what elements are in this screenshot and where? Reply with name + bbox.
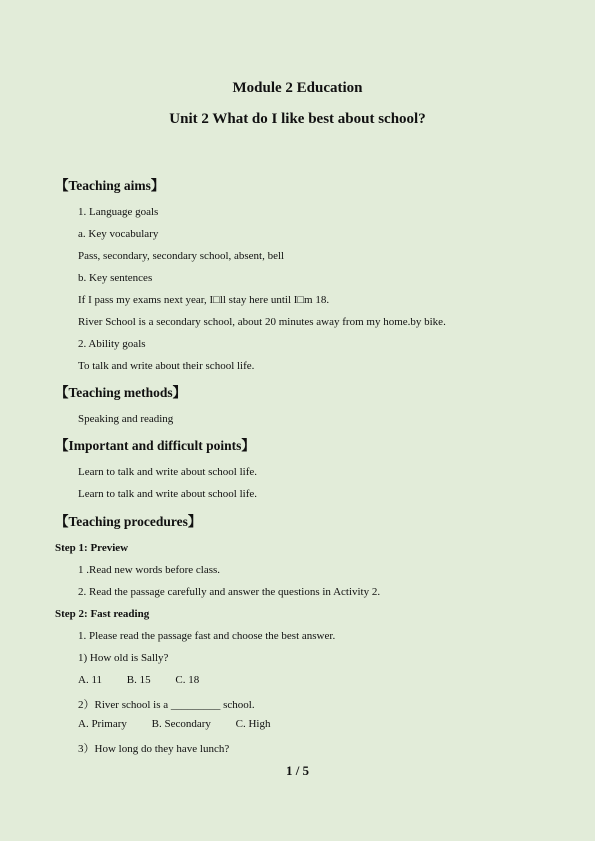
option-c: C. High — [235, 718, 271, 730]
aims-line: To talk and write about their school life. — [78, 360, 255, 372]
teaching-methods-heading: 【Teaching methods】 — [55, 385, 187, 400]
aims-line: b. Key sentences — [78, 272, 153, 284]
step1-title: Step 1: Preview — [55, 542, 129, 554]
teaching-procedures-heading: 【Teaching procedures】 — [55, 514, 202, 529]
step2-instruction: 1. Please read the passage fast and choose the best answer. — [78, 630, 336, 642]
step2-title: Step 2: Fast reading — [55, 608, 150, 620]
step1-line: 2. Read the passage carefully and answer the questions in Activity 2. — [78, 586, 381, 598]
teaching-aims-heading: 【Teaching aims】 — [55, 178, 165, 193]
question-2-options — [78, 718, 271, 730]
points-line: Learn to talk and write about school life. — [78, 488, 257, 500]
aims-line: Pass, secondary, secondary school, absent, bell — [78, 250, 285, 262]
important-points-heading: 【Important and difficult points】 — [55, 438, 255, 453]
question-1: 1) How old is Sally? — [78, 652, 169, 664]
option-c: C. 18 — [175, 674, 200, 686]
unit-title: Unit 2 What do I like best about school? — [169, 111, 426, 127]
aims-line: a. Key vocabulary — [78, 228, 159, 240]
aims-line: River School is a secondary school, about 20 minutes away from my home.by bike. — [78, 316, 446, 328]
option-a: A. Primary — [78, 718, 127, 730]
option-b: B. Secondary — [151, 718, 211, 730]
page-number: 1 / 5 — [285, 763, 310, 778]
aims-line: 1. Language goals — [78, 206, 159, 218]
step1-line: 1 .Read new words before class. — [78, 564, 221, 576]
option-a: A. 11 — [78, 674, 103, 686]
question-2: 2）River school is a _________ school. — [78, 699, 255, 711]
aims-line: 2. Ability goals — [78, 338, 146, 350]
methods-line: Speaking and reading — [78, 413, 174, 425]
aims-line: If I pass my exams next year, I□ll stay here until I□m 18. — [78, 294, 330, 306]
question-1-options — [78, 674, 199, 686]
module-title: Module 2 Education — [232, 80, 363, 96]
option-b: B. 15 — [126, 674, 151, 686]
question-3: 3）How long do they have lunch? — [78, 743, 230, 755]
points-line: Learn to talk and write about school life. — [78, 466, 257, 478]
